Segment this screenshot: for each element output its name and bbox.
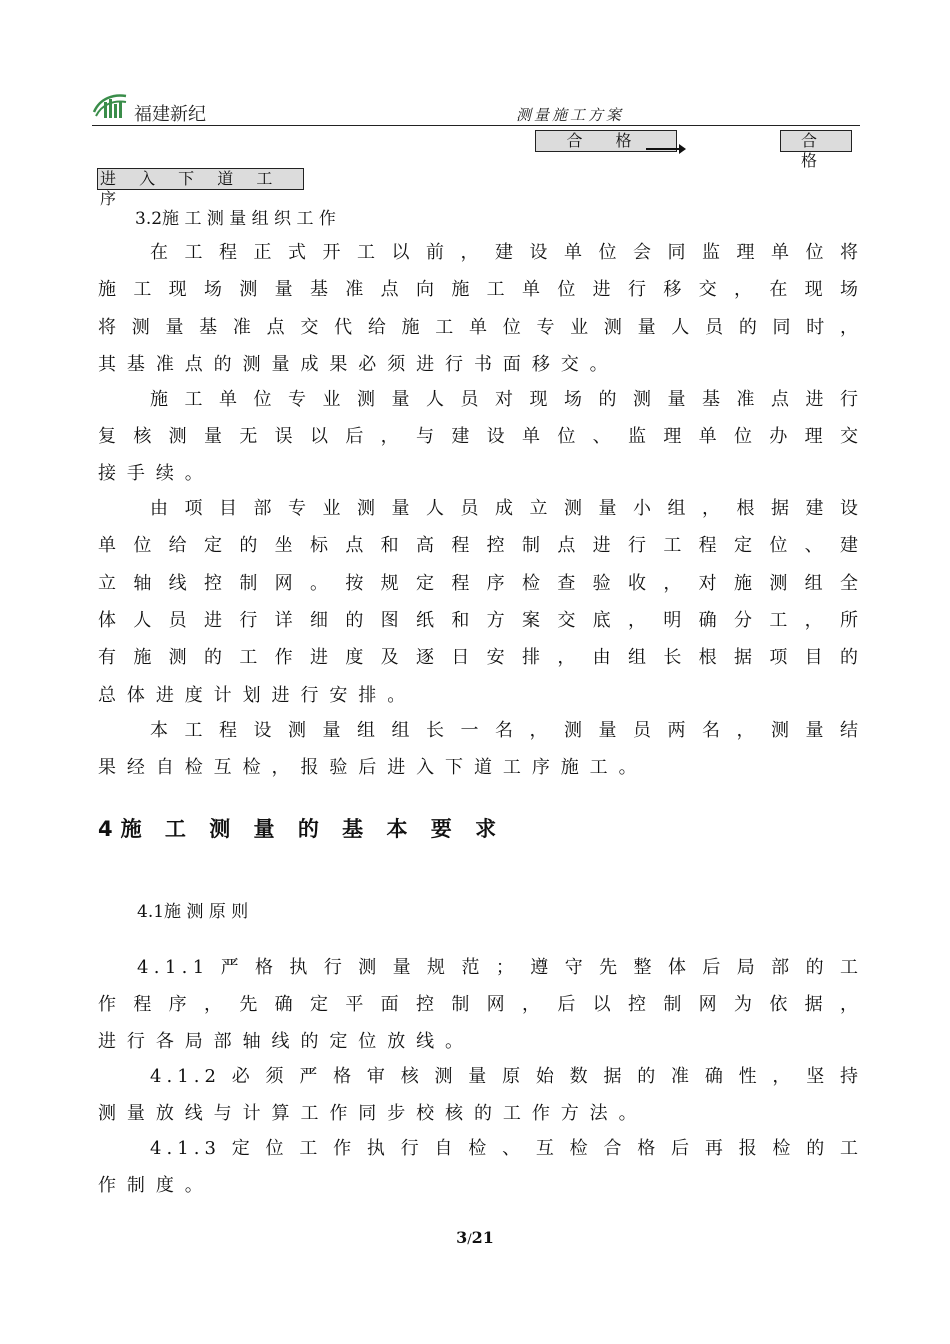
header-divider [92,125,860,126]
flow-box-pass-left: 合 格 [535,130,677,152]
text-line: 测 量 放 线 与 计 算 工 作 同 步 校 核 的 工 作 方 法 。 [98,1103,640,1124]
total-pages: 21 [471,1228,494,1247]
text-line: 有 施 测 的 工 作 进 度 及 逐 日 安 排 ， 由 组 长 根 据 项 目 的 [98,647,864,668]
text-line: 由 项 目 部 专 业 测 量 人 员 成 立 测 量 小 组 ， 根 据 建 设 [150,498,864,519]
text-line: 作 程 序 ， 先 确 定 平 面 控 制 网 ， 后 以 控 制 网 为 依 据 ， [98,994,864,1015]
document-title: 测量施工方案 [516,106,625,124]
text-line: 体 人 员 进 行 详 细 的 图 纸 和 方 案 交 底 ， 明 确 分 工 ， 所 [98,610,864,631]
section-4-heading: 4施 工 测 量 的 基 本 要 求 [98,817,505,841]
text-line: 果 经 自 检 互 检 ， 报 验 后 进 入 下 道 工 序 施 工 。 [98,757,640,778]
text-line: 单 位 给 定 的 坐 标 点 和 高 程 控 制 点 进 行 工 程 定 位 、 建 [98,535,864,556]
text-line: 复 核 测 量 无 误 以 后 ， 与 建 设 单 位 、 监 理 单 位 办 理 交 [98,426,864,447]
text-line: 作 制 度 。 [98,1175,206,1196]
text-line: 施 工 单 位 专 业 测 量 人 员 对 现 场 的 测 量 基 准 点 进 行 [150,389,864,410]
text-line: 其 基 准 点 的 测 量 成 果 必 须 进 行 书 面 移 交 。 [98,354,611,375]
company-logo-icon [92,90,128,120]
text-line: 施 工 现 场 测 量 基 准 点 向 施 工 单 位 进 行 移 交 ， 在 现 场 [98,279,864,300]
section-3-2-heading: 3.2施 工 测 量 组 织 工 作 [135,209,336,229]
flow-arrow-icon [646,148,682,150]
text-line: 本 工 程 设 测 量 组 组 长 一 名 ， 测 量 员 两 名 ， 测 量 结 [150,720,864,741]
current-page: 3 [456,1228,468,1247]
text-line: 接 手 续 。 [98,463,206,484]
page-number [0,1228,950,1247]
text-line: 4.1.3 定 位 工 作 执 行 自 检 、 互 检 合 格 后 再 报 检 的 工 [150,1138,864,1159]
text-line: 立 轴 线 控 制 网 。 按 规 定 程 序 检 查 验 收 ， 对 施 测 组 全 [98,573,864,594]
section-4-1-heading: 4.1施 测 原 则 [137,902,249,922]
text-line: 在 工 程 正 式 开 工 以 前 ， 建 设 单 位 会 同 监 理 单 位 将 [150,242,864,263]
company-name: 福建新纪 [134,104,206,125]
flow-box-next-process: 进 入 下 道 工 序 [97,168,304,190]
page-separator: / [467,1232,472,1247]
text-line: 进 行 各 局 部 轴 线 的 定 位 放 线 。 [98,1031,466,1052]
text-line: 4.1.2 必 须 严 格 审 核 测 量 原 始 数 据 的 准 确 性 ， 坚 持 [150,1066,864,1087]
flow-box-pass-right: 合 格 [780,130,852,152]
text-line: 将 测 量 基 准 点 交 代 给 施 工 单 位 专 业 测 量 人 员 的 同 时 ， [98,317,864,338]
text-line: 总 体 进 度 计 划 进 行 安 排 。 [98,685,408,706]
text-line: 4.1.1 严 格 执 行 测 量 规 范 ； 遵 守 先 整 体 后 局 部 的 工 [137,957,864,978]
